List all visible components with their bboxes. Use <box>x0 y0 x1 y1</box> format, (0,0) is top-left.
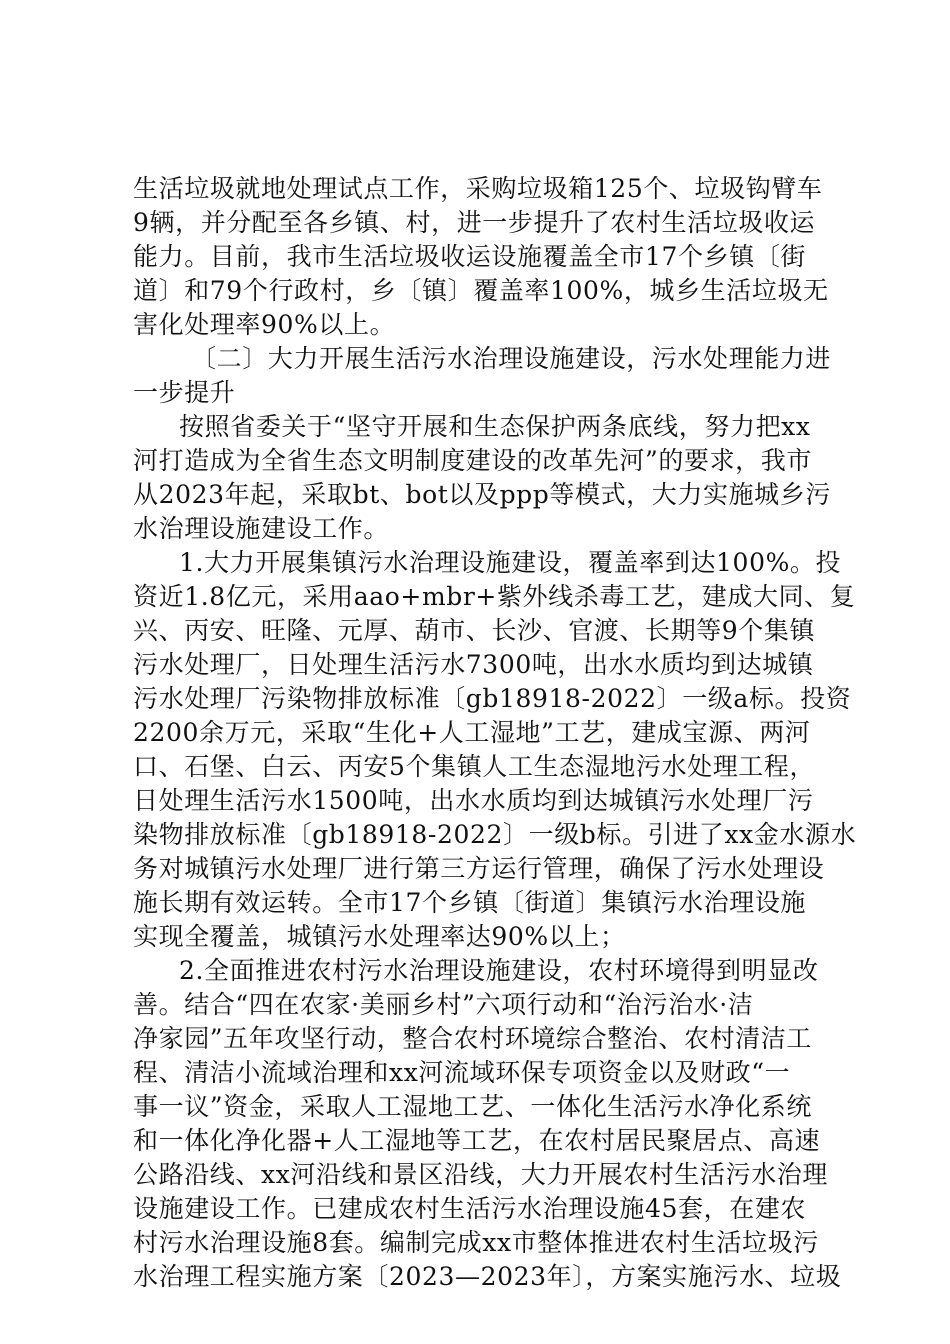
document-body <box>133 172 857 1294</box>
text-line: 染物排放标准〔gb18918-2022〕一级b标。引进了xx金水源水 <box>133 820 857 849</box>
text-line: 口、石堡、白云、丙安5个集镇人工生态湿地污水处理工程， <box>133 752 816 781</box>
text-line: 害化处理率90%以上。 <box>133 310 396 339</box>
paragraph-start: 2.全面推进农村污水治理设施建设，农村环境得到明显改 <box>179 956 819 985</box>
text-line: 施长期有效运转。全市17个乡镇〔街道〕集镇污水治理设施 <box>133 888 807 917</box>
text-line: 生活垃圾就地处理试点工作，采购垃圾箱125个、垃圾钩臂车 <box>133 174 823 203</box>
text-line: 水治理工程实施方案〔2023—2023年〕，方案实施污水、垃圾 <box>133 1262 842 1291</box>
text-line: 善。结合“四在农家·美丽乡村”六项行动和“治污治水·洁 <box>133 990 754 1019</box>
section-heading: 〔二〕大力开展生活污水治理设施建设，污水处理能力进 <box>191 344 832 373</box>
text-line: 2200余万元，采取“生化+人工湿地”工艺，建成宝源、两河 <box>133 718 811 747</box>
text-line: 实现全覆盖，城镇污水处理率达90%以上； <box>133 922 626 951</box>
text-line: 污水处理厂污染物排放标准〔gb18918-2022〕一级a标。投资 <box>133 684 852 713</box>
paragraph-start: 按照省委关于“坚守开展和生态保护两条底线，努力把xx <box>179 412 811 441</box>
text-line: 资近1.8亿元，采用aao+mbr+紫外线杀毒工艺，建成大同、复 <box>133 582 856 611</box>
text-line: 事一议”资金，采取人工湿地工艺、一体化生活污水净化系统 <box>133 1092 812 1121</box>
text-line: 水治理设施建设工作。 <box>133 514 390 543</box>
text-line: 污水处理厂，日处理生活污水7300吨，出水水质均到达城镇 <box>133 650 814 679</box>
text-line: 能力。目前，我市生活垃圾收运设施覆盖全市17个乡镇〔街 <box>133 242 807 271</box>
text-line: 务对城镇污水处理厂进行第三方运行管理，确保了污水处理设 <box>133 854 825 883</box>
text-line: 河打造成为全省生态文明制度建设的改革先河”的要求，我市 <box>133 446 812 475</box>
text-line: 兴、丙安、旺隆、元厚、葫市、长沙、官渡、长期等9个集镇 <box>133 616 816 645</box>
text-line: 公路沿线、xx河沿线和景区沿线，大力开展农村生活污水治理 <box>133 1160 829 1189</box>
text-line: 和一体化净化器+人工湿地等工艺，在农村居民聚居点、高速 <box>133 1126 821 1155</box>
text-line: 道〕和79个行政村，乡〔镇〕覆盖率100%，城乡生活垃圾无 <box>133 276 829 305</box>
text-line: 9辆，并分配至各乡镇、村，进一步提升了农村生活垃圾收运 <box>133 208 816 237</box>
text-line: 设施建设工作。已建成农村生活污水治理设施45套，在建农 <box>133 1194 807 1223</box>
text-line: 程、清洁小流域治理和xx河流域环保专项资金以及财政“一 <box>133 1058 791 1087</box>
section-heading-continued: 一步提升 <box>133 378 236 407</box>
text-line: 净家园”五年攻坚行动，整合农村环境综合整治、农村清洁工 <box>133 1024 812 1053</box>
text-line: 村污水治理设施8套。编制完成xx市整体推进农村生活垃圾污 <box>133 1228 819 1257</box>
text-line: 从2023年起，采取bt、bot以及ppp等模式，大力实施城乡污 <box>133 480 831 509</box>
paragraph-start: 1.大力开展集镇污水治理设施建设，覆盖率到达100%。投 <box>179 548 842 577</box>
text-line: 日处理生活污水1500吨，出水水质均到达城镇污水处理厂污 <box>133 786 814 815</box>
